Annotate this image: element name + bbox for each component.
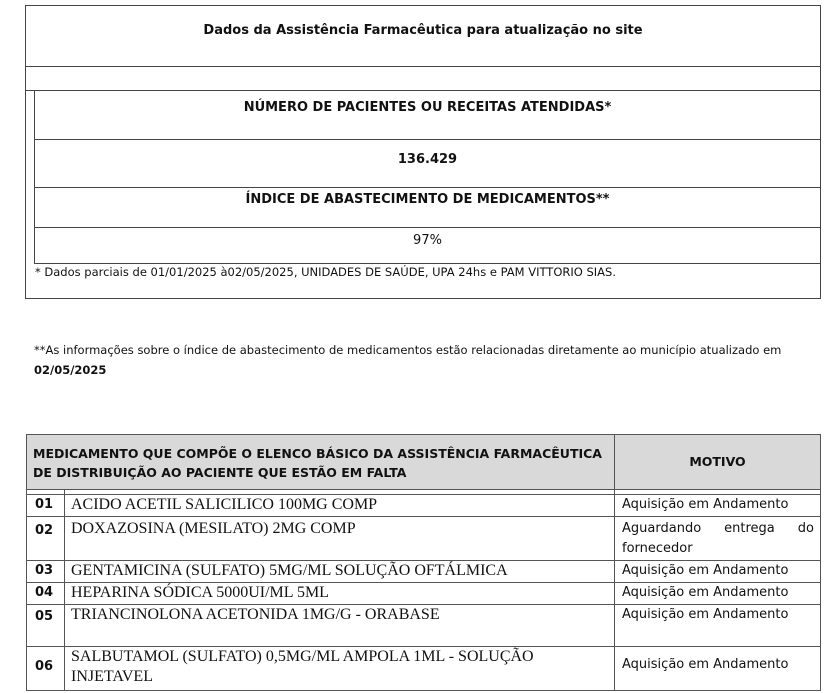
- motivo-cell: Aguardando entrega do fornecedor: [615, 517, 821, 561]
- medication-name: GENTAMICINA (SULFATO) 5MG/ML SOLUÇÃO OFTÁLMICA: [65, 561, 615, 583]
- info-box: [25, 5, 821, 299]
- header-motivo: MOTIVO: [615, 435, 821, 490]
- medication-name: ACIDO ACETIL SALICILICO 100MG COMP: [65, 495, 615, 517]
- info-gap-row: [26, 66, 820, 91]
- row-number: 01: [27, 495, 65, 517]
- page-title: Dados da Assistência Farmacêutica para atualização no site: [26, 6, 820, 67]
- supply-index-value: 97%: [35, 228, 820, 264]
- medication-name: TRIANCINOLONA ACETONIDA 1MG/G - ORABASE: [65, 605, 615, 647]
- stats-panel: [34, 90, 820, 264]
- row-number: 06: [27, 647, 65, 691]
- footnote-supply-index: [34, 340, 824, 380]
- motivo-cell: Aquisição em Andamento: [615, 495, 821, 517]
- row-number: 02: [27, 517, 65, 561]
- motivo-cell: Aquisição em Andamento: [615, 561, 821, 583]
- supply-index-label: ÍNDICE DE ABASTECIMENTO DE MEDICAMENTOS**: [35, 188, 820, 228]
- table-row: [27, 495, 821, 517]
- footnote-supply-date: 02/05/2025: [34, 363, 107, 377]
- medication-name: DOXAZOSINA (MESILATO) 2MG COMP: [65, 517, 615, 561]
- patients-value: 136.429: [35, 140, 820, 188]
- medication-name: SALBUTAMOL (SULFATO) 0,5MG/ML AMPOLA 1ML - SOLUÇÃO INJETAVEL: [65, 647, 615, 691]
- footnote-partial-data: * Dados parciais de 01/01/2025 à02/05/2025, UNIDADES DE SAÚDE, UPA 24hs e PAM VITTORIO SIAS.: [35, 265, 616, 279]
- motivo-cell: Aquisição em Andamento: [615, 605, 821, 647]
- motivo-cell: Aquisição em Andamento: [615, 583, 821, 605]
- row-number: 03: [27, 561, 65, 583]
- table-header-row: [27, 435, 821, 490]
- table-row: [27, 605, 821, 647]
- table-row: [27, 517, 821, 561]
- motivo-cell: Aquisição em Andamento: [615, 647, 821, 691]
- table-row: [27, 561, 821, 583]
- missing-medications-table: [26, 434, 821, 691]
- footnote-supply-text: **As informações sobre o índice de abastecimento de medicamentos estão relacionadas diretamente ao município atualizado em: [34, 343, 782, 357]
- table-row: [27, 647, 821, 691]
- row-number: 05: [27, 605, 65, 647]
- row-number: 04: [27, 583, 65, 605]
- medication-name: HEPARINA SÓDICA 5000UI/ML 5ML: [65, 583, 615, 605]
- patients-label: NÚMERO DE PACIENTES OU RECEITAS ATENDIDAS*: [35, 90, 820, 140]
- table-row: [27, 583, 821, 605]
- header-medicamento: MEDICAMENTO QUE COMPÕE O ELENCO BÁSICO DA ASSISTÊNCIA FARMACÊUTICA DE DISTRIBUIÇÃO AO PACIENTE QUE ESTÃO EM FALTA: [27, 435, 615, 490]
